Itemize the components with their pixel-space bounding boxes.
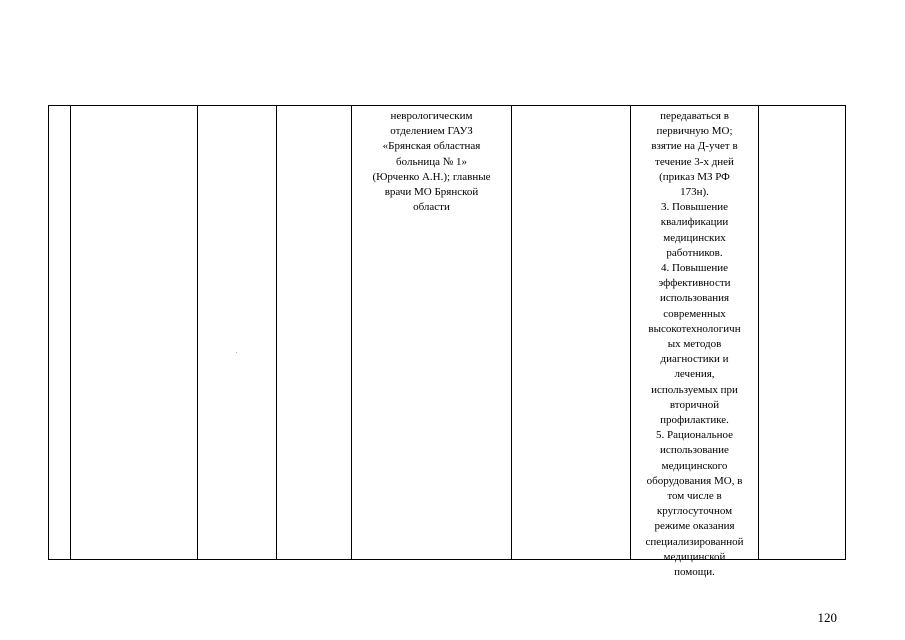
cell-line: течение 3-х дней	[655, 155, 734, 168]
responsible-executors-cell	[352, 109, 511, 215]
cell-line: используемых при	[651, 383, 738, 396]
cell-line: эффективности	[658, 277, 731, 290]
cell-line: медицинского	[661, 459, 728, 472]
cell-line: диагностики и	[660, 353, 729, 366]
page-number: 120	[817, 610, 837, 625]
cell-line: врачи МО Брянской	[384, 186, 479, 199]
cell-line: использование	[660, 444, 729, 457]
cell-line: ых методов	[667, 338, 722, 351]
cell-line: круглосуточном	[656, 505, 733, 518]
cell-line: 173н).	[680, 186, 709, 199]
column-divider	[511, 106, 512, 559]
cell-line: использования	[659, 292, 730, 305]
cell-line: работников.	[666, 246, 723, 259]
cell-line: специализированной	[645, 535, 744, 548]
cell-line: помощи.	[674, 566, 715, 579]
column-divider	[197, 106, 198, 559]
document-table	[48, 105, 846, 579]
cell-line: режиме оказания	[654, 520, 735, 533]
cell-line: том числе в	[667, 490, 722, 503]
cell-line: передаваться в	[660, 110, 729, 122]
column-divider	[758, 106, 759, 559]
cell-line: взятие на Д-учет в	[651, 140, 738, 153]
cell-line: (приказ МЗ РФ	[659, 170, 730, 183]
column-divider	[70, 106, 71, 559]
cell-line: оборудования МО, в	[646, 474, 743, 487]
expected-results-cell	[631, 109, 758, 580]
cell-line: «Брянская областная	[382, 140, 481, 153]
cell-line: первичную МО;	[656, 125, 733, 138]
cell-line: неврологическим	[390, 110, 473, 122]
cell-line: больница № 1»	[396, 155, 467, 168]
cell-line: высокотехнологичн	[648, 322, 741, 335]
cell-line: профилактике.	[660, 414, 729, 427]
cell-line: области	[413, 201, 450, 214]
cell-line: вторичной	[669, 398, 720, 411]
cell-line: квалификации	[660, 216, 729, 229]
cell-line: медицинских	[663, 231, 726, 244]
column-divider	[276, 106, 277, 559]
cell-line: 4. Повышение	[660, 262, 729, 275]
cell-line: (Юрченко А.Н.); главные	[372, 170, 491, 183]
cell-line: отделением ГАУЗ	[390, 125, 473, 138]
cell-line: лечения,	[674, 368, 715, 381]
cell-line: медицинской	[663, 550, 726, 563]
cell-line: 3. Повышение	[660, 201, 729, 214]
scan-speck	[236, 352, 237, 353]
cell-line: современных	[663, 307, 726, 320]
cell-line: 5. Рациональное	[655, 429, 734, 442]
